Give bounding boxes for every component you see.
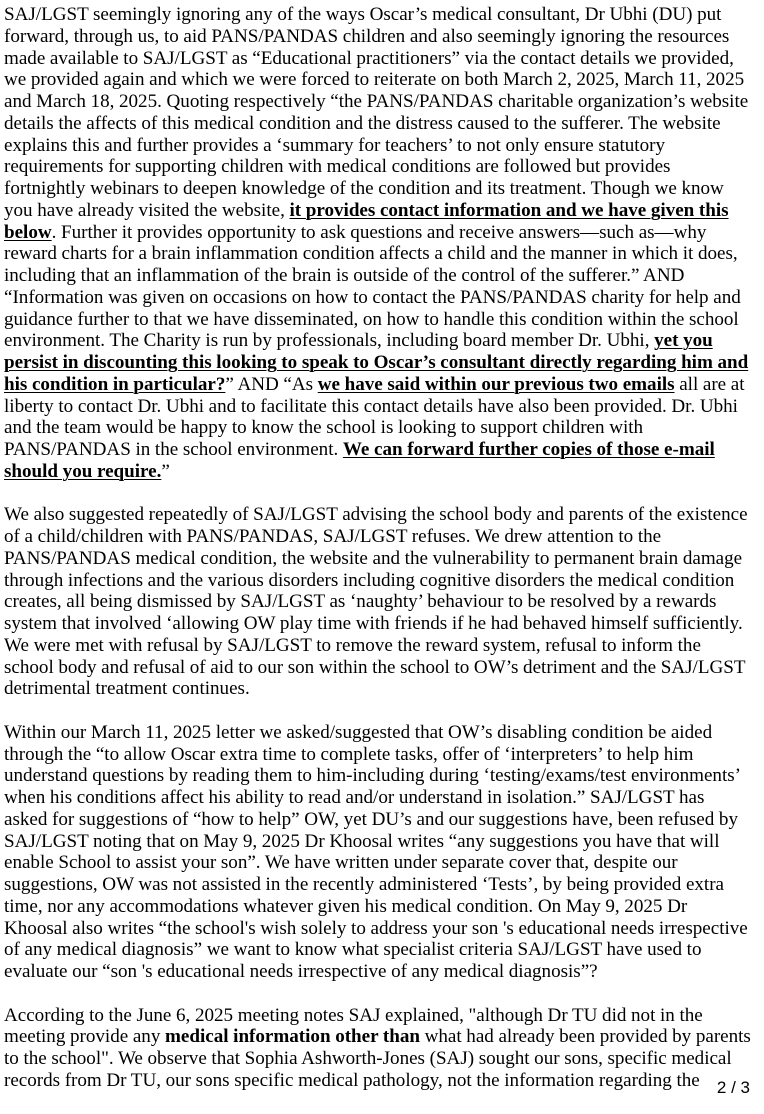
text-run: ” AND “As <box>225 373 318 395</box>
paragraph <box>4 504 752 700</box>
text-run: ” <box>161 460 170 482</box>
text-run: SAJ/LGST seemingly ignoring any of the ways Oscar’s medical consultant, Dr Ubhi (DU) put forward, through us, to aid PANS/PANDAS children and also seemingly ignoring the resources made available to SAJ/LGST as “Educational practitioners” via the contact details we provided, we provided again and which we were forced to reiterate on both March 2, 2025, March 11, 2025 and March 18, 2025. Quoting respectively “the PANS/PANDAS charitable organization’s website details the affects of this medical condition and the distress caused to the sufferer. The website explains this and further provides a ‘summary for teachers’ to not only ensure statutory requirements for supporting children with medical conditions are followed but provides fortnightly webinars to deepen knowledge of the condition and its treatment. Though we know you have already visited the website, <box>4 4 749 221</box>
document-body <box>4 4 752 1092</box>
paragraph <box>4 1005 752 1092</box>
text-run: According to the June 6, 2025 meeting notes SAJ explained, "although Dr TU did not in the meeting provide any <box>4 1004 703 1048</box>
emphasis-bold-underline: it provides contact information and we have given this below <box>4 199 729 243</box>
text-run: what had already been provided by parents to the school". We observe that Sophia Ashworth-Jones (SAJ) sought our sons, specific medical records from Dr TU, our sons specific medical pathology, not the information regarding the <box>4 1026 751 1091</box>
paragraph <box>4 722 752 983</box>
emphasis-bold-underline: yet you persist in discounting this looking to speak to Oscar’s consultant directly regarding him and his condition in particular? <box>4 330 749 395</box>
emphasis-bold-underline: we have said within our previous two emails <box>317 373 675 395</box>
paragraph <box>4 4 752 483</box>
emphasis-bold-underline: We can forward further copies of those e-mail should you require. <box>4 439 715 482</box>
text-run: . Further it provides opportunity to ask questions and receive answers—such as—why reward charts for a brain inflammation condition affects a child and the manner in which it does, including that an inflammation of the brain is outside of the control of the sufferer.” AND “Information was given on occasions on how to contact the PANS/PANDAS charity for help and guidance further to that we have disseminated, on how to handle this condition within the school environment. The Charity is run by professionals, including board member Dr. Ubhi, <box>4 221 741 352</box>
page-number: 2 / 3 <box>716 1078 750 1097</box>
text-run: Within our March 11, 2025 letter we asked/suggested that OW’s disabling condition be aided through the “to allow Oscar extra time to complete tasks, offer of ‘interpreters’ to help him understand questions by reading them to him-including during ‘testing/exams/test environments’ when his conditions affect his ability to read and/or understand in isolation.” SAJ/LGST has asked for suggestions of “how to help” OW, yet DU’s and our suggestions have, been refused by SAJ/LGST noting that on May 9, 2025 Dr Khoosal writes “any suggestions you have that will enable School to assist your son”. We have written under separate cover that, despite our suggestions, OW was not assisted in the recently administered ‘Tests’, by being provided extra time, nor any accommodations whatever given his medical condition. On May 9, 2025 Dr Khoosal also writes “the school's wish solely to address your son 's educational needs irrespective of any medical diagnosis” we want to know what specialist criteria SAJ/LGST have used to evaluate our “son 's educational needs irrespective of any medical diagnosis”? <box>4 721 748 982</box>
emphasis-bold: medical information other than <box>165 1026 420 1048</box>
text-run: all are at liberty to contact Dr. Ubhi and to facilitate this contact details have also been provided. Dr. Ubhi and the team would be happy to know the school is looking to support children with PANS/PANDAS in the school environment. <box>4 373 745 460</box>
text-run: We also suggested repeatedly of SAJ/LGST advising the school body and parents of the existence of a child/children with PANS/PANDAS, SAJ/LGST refuses. We drew attention to the PANS/PANDAS medical condition, the website and the vulnerability to permanent brain damage through infections and the various disorders including cognitive disorders the medical condition creates, all being dismissed by SAJ/LGST as ‘naughty’ behaviour to be resolved by a rewards system that involved ‘allowing OW play time with friends if he had behaved himself sufficiently. We were met with refusal by SAJ/LGST to remove the reward system, refusal to inform the school body and refusal of aid to our son within the school to OW’s detriment and the SAJ/LGST detrimental treatment continues. <box>4 504 748 700</box>
